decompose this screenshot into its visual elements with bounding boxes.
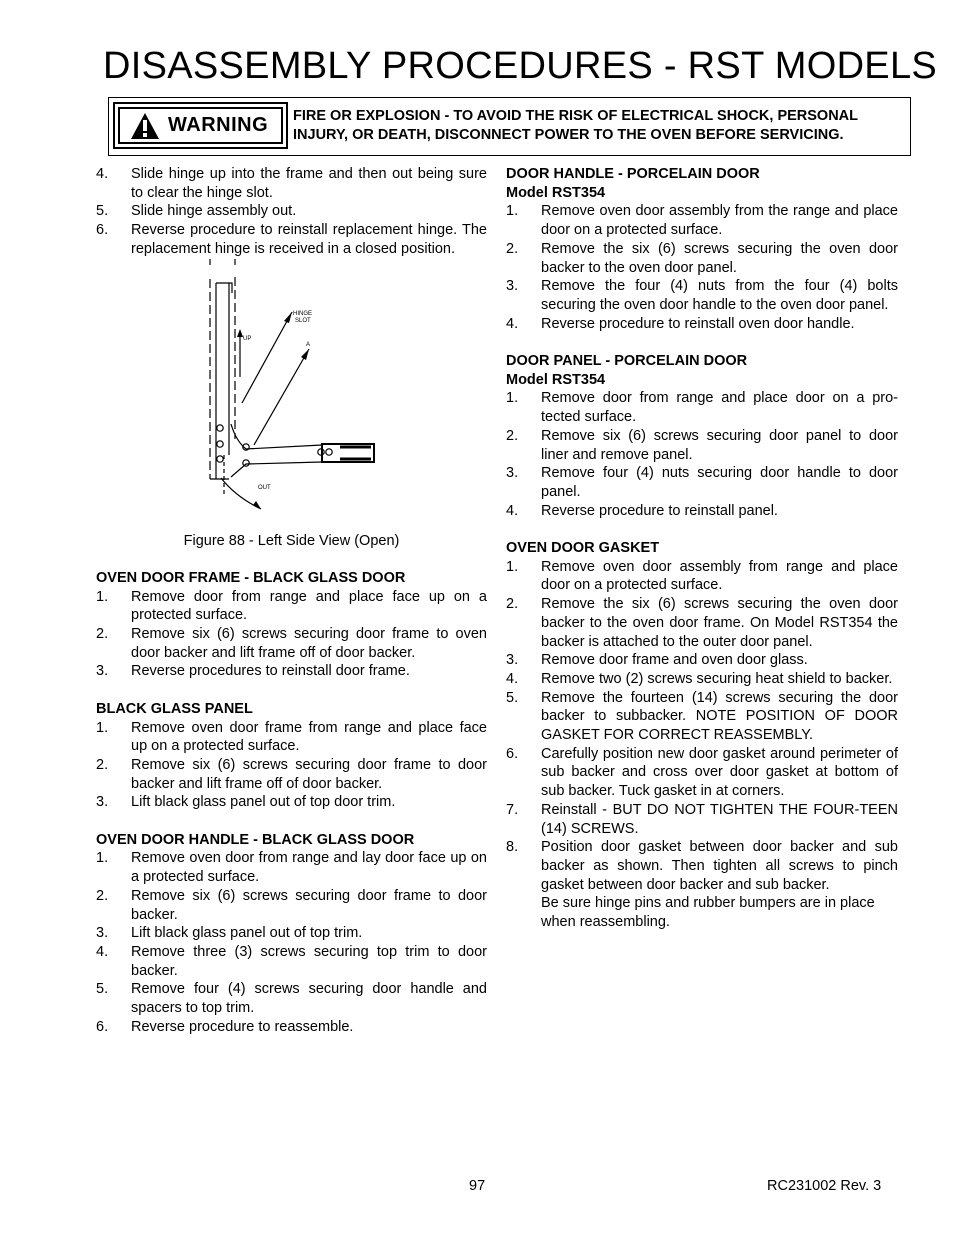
list-item: 2. Remove the six (6) screws securing the oven door backer to the oven door frame. On Model RST354 the backer is attached to the outer door panel. — [506, 596, 898, 650]
list-item: 5. Slide hinge assembly out. — [96, 203, 297, 220]
list-item: 1. Remove oven door from range and lay door face up on a protected surface. — [96, 850, 487, 886]
left-column — [96, 165, 487, 1036]
list-item: 4. Reverse procedure to reinstall oven door handle. — [506, 315, 855, 332]
list-item: 1. Remove door from range and place door on a pro-tected surface. — [506, 390, 898, 426]
page-number: 97 — [469, 1178, 486, 1194]
list-item: 3. Reverse procedures to reinstall door frame. — [96, 663, 410, 680]
list-item: 1. Remove door from range and place face up on a protected surface. — [96, 588, 487, 624]
list-item: 5. Remove the fourteen (14) screws securing the door backer to subbacker. NOTE POSITION OF DOOR GASKET FOR CORRECT REASSEMBLY. — [506, 689, 898, 744]
list-item: 3. Remove the four (4) nuts from the four (4) bolts securing the oven door handle to the oven door panel. — [506, 278, 898, 313]
hinge-diagram — [96, 259, 487, 532]
list-item: 3. Lift black glass panel out of top door trim. — [96, 794, 396, 811]
figure-label-a: A — [306, 341, 311, 348]
list-item: 2. Remove six (6) screws securing door panel to door liner and remove panel. — [506, 427, 898, 463]
figure-label-up: UP — [243, 335, 252, 342]
section-heading: BLACK GLASS PANEL — [96, 700, 253, 717]
list-item: 6. Reverse procedure to reinstall replacement hinge. The replacement hinge is received in a closed position. — [96, 222, 487, 257]
page-title: DISASSEMBLY PROCEDURES - RST MODELS — [103, 45, 938, 87]
gasket-note: Be sure hinge pins and rubber bumpers are in place when reassembling. — [541, 895, 875, 931]
warning-text: FIRE OR EXPLOSION - TO AVOID THE RISK OF ELECTRICAL SHOCK, PERSONAL INJURY, OR DEATH, DISCONNECT POWER TO THE OVEN BEFORE SERVICING. — [293, 108, 858, 143]
list-item: 5. Remove four (4) screws securing door handle and spacers to top trim. — [96, 981, 487, 1017]
list-item: 6. Reverse procedure to reassemble. — [96, 1018, 354, 1035]
figure-caption: Figure 88 - Left Side View (Open) — [183, 532, 400, 549]
black-glass-panel-steps — [96, 719, 487, 813]
section-model: Model RST354 — [506, 371, 606, 388]
warning-label: WARNING — [168, 114, 269, 136]
gasket-steps — [506, 558, 898, 895]
section-heading: DOOR HANDLE - PORCELAIN DOOR — [506, 166, 760, 182]
section-heading: OVEN DOOR HANDLE - BLACK GLASS DOOR — [96, 831, 415, 848]
warning-box — [108, 97, 911, 156]
document-id: RC231002 Rev. 3 — [767, 1178, 882, 1194]
list-item: 4. Remove three (3) screws securing top trim to door backer. — [96, 943, 487, 979]
list-item: 4. Reverse procedure to reinstall panel. — [506, 502, 778, 519]
frame-black-glass-steps — [96, 588, 487, 682]
warning-badge — [113, 102, 288, 149]
list-item: 3. Remove door frame and oven door glass. — [506, 652, 808, 669]
list-item: 2. Remove the six (6) screws securing the oven door backer to the oven door panel. — [506, 240, 898, 276]
section-heading: OVEN DOOR FRAME - BLACK GLASS DOOR — [96, 569, 406, 586]
list-item: 6. Carefully position new door gasket around perimeter of sub backer and cross over door gasket at bottom of sub backer. Tuck gasket in at corners. — [506, 745, 898, 800]
warning-triangle-icon — [130, 112, 160, 140]
figure-label-slot: SLOT — [295, 317, 311, 324]
hinge-steps — [96, 165, 487, 259]
list-item: 1. Remove oven door frame from range and place face up on a protected surface. — [96, 719, 487, 755]
handle-black-glass-steps — [96, 849, 487, 1036]
list-item: 4. Remove two (2) screws securing heat shield to backer. — [506, 670, 893, 687]
list-item: 4. Slide hinge up into the frame and then out being sure to clear the hinge slot. — [96, 166, 487, 201]
list-item: 3. Remove four (4) nuts securing door handle to door panel. — [506, 465, 898, 500]
right-column — [506, 165, 898, 932]
list-item: 2. Remove six (6) screws securing door frame to door backer and lift frame off of door backer. — [96, 756, 487, 792]
list-item: 8. Position door gasket between door backer and sub backer as shown. Then tighten all screws to pinch gasket between door backer and sub backer. — [506, 839, 898, 893]
figure-label-hinge: HINGE — [293, 310, 313, 317]
list-item: 7. Reinstall - BUT DO NOT TIGHTEN THE FOUR-TEEN (14) SCREWS. — [506, 801, 898, 837]
list-item: 1. Remove oven door assembly from range and place door on a protected surface. — [506, 558, 898, 594]
section-model: Model RST354 — [506, 184, 606, 201]
list-item: 2. Remove six (6) screws securing door frame to oven door backer and lift frame off of door backer. — [96, 626, 487, 661]
handle-porcelain-steps — [506, 202, 898, 333]
section-heading: DOOR PANEL - PORCELAIN DOOR — [506, 353, 748, 370]
list-item: 1. Remove oven door assembly from the range and place door on a protected surface. — [506, 203, 898, 239]
section-heading: OVEN DOOR GASKET — [506, 540, 660, 557]
figure-label-out: OUT — [258, 484, 271, 491]
list-item: 3. Lift black glass panel out of top trim. — [96, 925, 363, 942]
panel-porcelain-steps — [506, 389, 898, 520]
list-item: 2. Remove six (6) screws securing door frame to door backer. — [96, 887, 487, 923]
hinge-figure — [96, 259, 487, 532]
